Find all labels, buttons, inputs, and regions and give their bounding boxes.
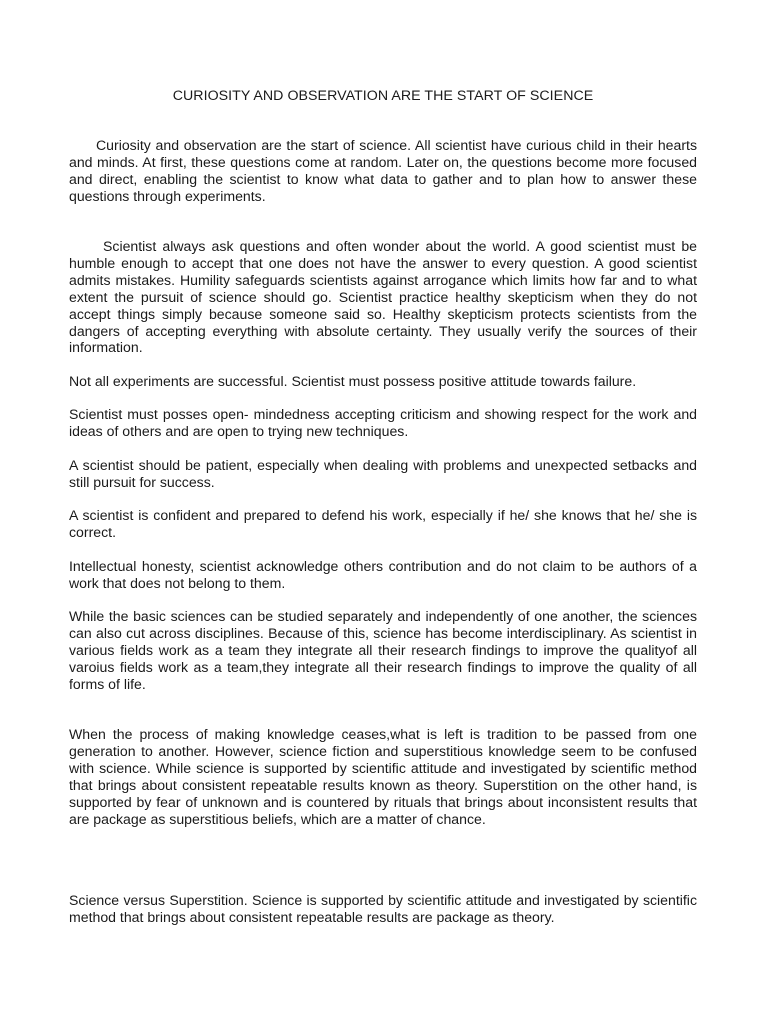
paragraph-open-mindedness: Scientist must posses open- mindedness accepting criticism and showing respect for the work and ideas of others and are open to trying new techniques.: [69, 406, 697, 439]
paragraph-curiosity: Curiosity and observation are the start of science. All scientist have curious child in their hearts and minds. At first, these questions come at random. Later on, the questions become more focused and direct, enabling the scientist to know what data to gather and to plan how to answer these questions through experiments.: [69, 137, 697, 204]
paragraph-interdisciplinary: While the basic sciences can be studied separately and independently of one another, the sciences can also cut across disciplines. Because of this, science has become interdisciplinary. As scientist in various fields work as a team they integrate all their research findings to improve the qualityof all varoius fields work as a team,they integrate all their research findings to improve the quality of all forms of life.: [69, 608, 697, 692]
paragraph-experiments: Not all experiments are successful. Scientist must possess positive attitude towards failure.: [69, 373, 637, 389]
paragraph-tradition: When the process of making knowledge ceases,what is left is tradition to be passed from one generation to another. However, science fiction and superstitious knowledge seem to be confused with science. While science is supported by scientific attitude and investigated by scientific method that brings about consistent repeatable results known as theory. Superstition on the other hand, is supported by fear of unknown and is countered by rituals that brings about inconsistent results that are package as superstitious beliefs, which are a matter of chance.: [69, 726, 697, 827]
paragraph-honesty: Intellectual honesty, scientist acknowledge others contribution and do not claim to be authors of a work that does not belong to them.: [69, 558, 697, 591]
paragraph-scientist-questions: Scientist always ask questions and often wonder about the world. A good scientist must be humble enough to accept that one does not have the answer to every question. A good scientist admits mistakes. Humility safeguards scientists against arrogance which limits how far and to what extent the pursuit of science should go. Scientist practice healthy skepticism when they do not accept things simply because someone said so. Healthy skepticism protects scientists from the dangers of accepting everything with absolute certainty. They usually verify the sources of their information.: [69, 238, 697, 356]
document-page: [69, 0, 697, 1024]
paragraph-science-vs-superstition: Science versus Superstition. Science is supported by scientific attitude and investigated by scientific method that brings about consistent repeatable results are package as theory.: [69, 892, 697, 925]
paragraph-patience: A scientist should be patient, especially when dealing with problems and unexpected setbacks and still pursuit for success.: [69, 457, 697, 490]
document-title: CURIOSITY AND OBSERVATION ARE THE START OF SCIENCE: [172, 88, 594, 104]
paragraph-confidence: A scientist is confident and prepared to defend his work, especially if he/ she knows that he/ she is correct.: [69, 507, 697, 540]
